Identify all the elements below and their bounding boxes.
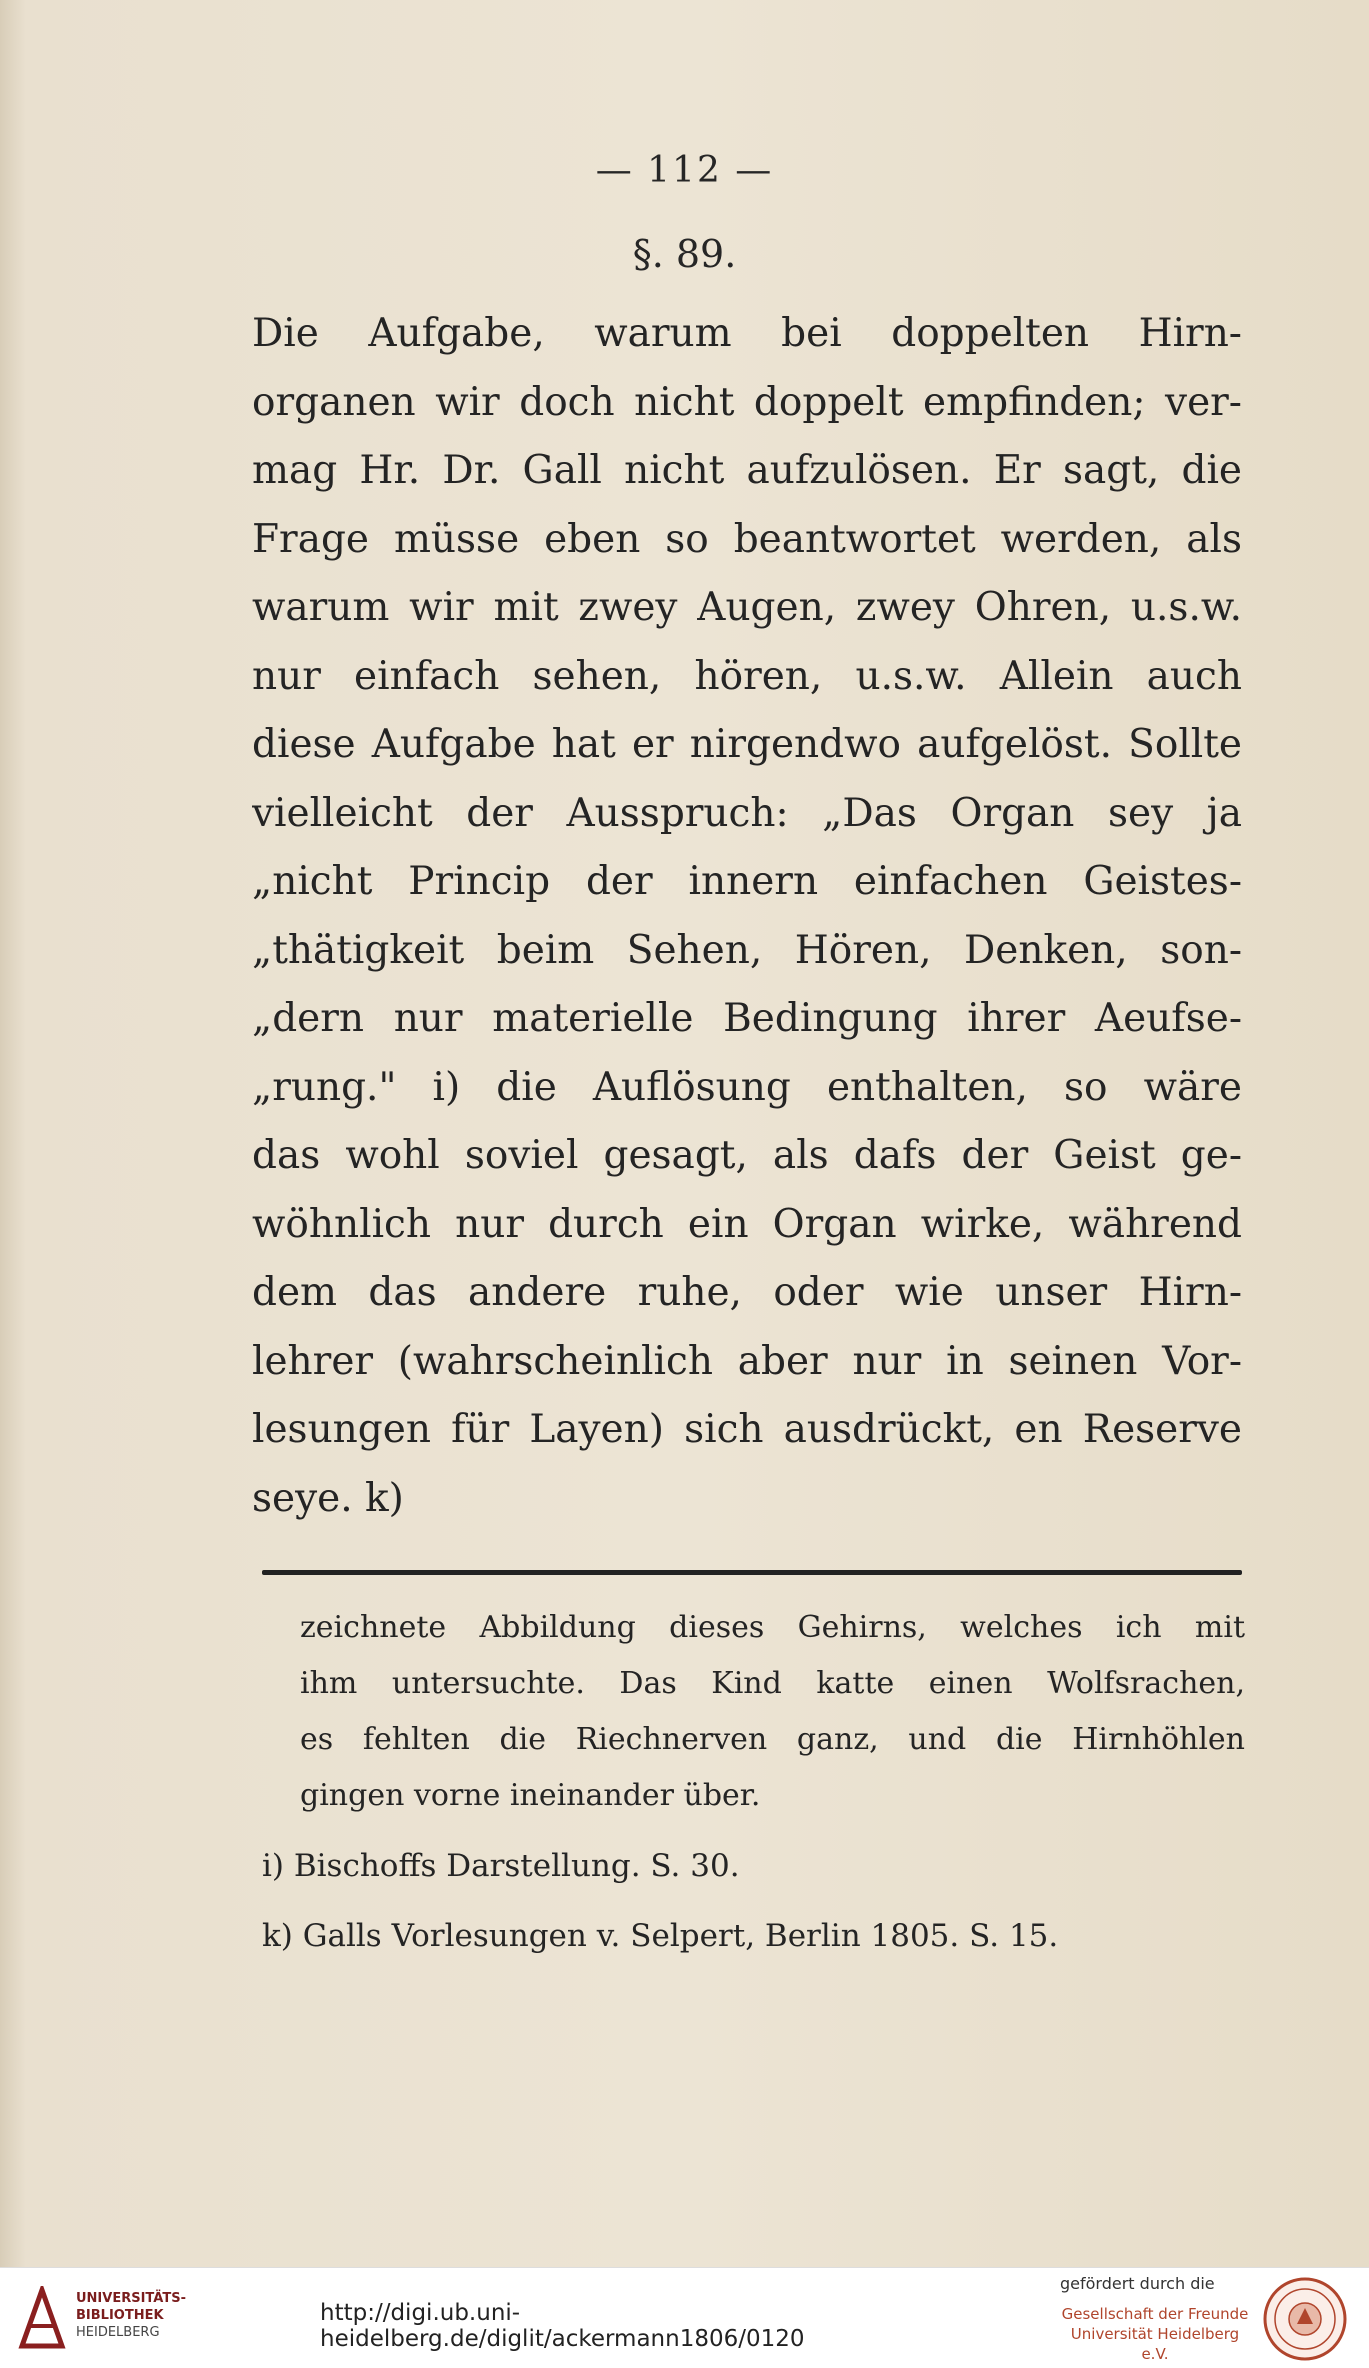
text-line: lehrer (wahrscheinlich aber nur in seinen Vor- — [252, 1338, 1242, 1384]
text-line: „rung." i) die Auflösung enthalten, so wäre — [252, 1064, 1242, 1110]
page-number: — 112 — — [595, 150, 774, 191]
footnote-line: zeichnete Abbildung dieses Gehirns, welches ich mit — [300, 1610, 1245, 1645]
footnote-continuation — [300, 1600, 1245, 1824]
footnote-line: ihm untersuchte. Das Kind katte einen Wolfsrachen, — [300, 1666, 1245, 1701]
text-line: wöhnlich nur durch ein Organ wirke, während — [252, 1201, 1242, 1247]
university-seal-icon — [1262, 2276, 1348, 2362]
section-heading: §. 89. — [632, 232, 737, 276]
society-name-line: Gesellschaft der Freunde — [1061, 2305, 1249, 2323]
permalink-link[interactable]: http://digi.ub.uni-heidelberg.de/diglit/ackermann1806/0120 — [320, 2300, 805, 2352]
footer-bar — [0, 2267, 1369, 2368]
footnote-divider — [262, 1570, 1242, 1575]
text-line: lesungen für Layen) sich ausdrückt, en Reserve — [252, 1407, 1242, 1452]
text-line: warum wir mit zwey Augen, zwey Ohren, u.s.w. — [252, 585, 1242, 630]
body-text — [252, 300, 1242, 1533]
footnote-k: k) Galls Vorlesungen v. Selpert, Berlin 1805. S. 15. — [262, 1918, 1059, 1954]
text-line: „nicht Princip der innern einfachen Geistes- — [252, 859, 1242, 904]
footnote-i: i) Bischoffs Darstellung. S. 30. — [262, 1848, 740, 1884]
text-line: diese Aufgabe hat er nirgendwo aufgelöst. Sollte — [252, 722, 1242, 767]
library-name — [76, 2290, 236, 2341]
footnote-line: es fehlten die Riechnerven ganz, und die Hirnhöhlen — [300, 1722, 1245, 1757]
text-line: dem das andere ruhe, oder wie unser Hirn- — [252, 1270, 1242, 1315]
society-name — [1060, 2304, 1250, 2364]
library-name-line: HEIDELBERG — [76, 2325, 160, 2340]
sponsor-label: gefördert durch die — [1060, 2274, 1215, 2293]
society-name-line: Universität Heidelberg e.V. — [1070, 2325, 1240, 2363]
footnote-line: gingen vorne ineinander über. — [300, 1778, 761, 1813]
text-line: „dern nur materielle Bedingung ihrer Aeufse- — [252, 996, 1242, 1041]
text-line: Frage müsse eben so beantwortet werden, als — [252, 516, 1242, 562]
text-line: mag Hr. Dr. Gall nicht aufzulösen. Er sagt, die — [252, 448, 1242, 493]
text-line: das wohl soviel gesagt, als dafs der Geist ge- — [252, 1133, 1242, 1178]
library-name-line: UNIVERSITÄTS- — [76, 2291, 186, 2306]
text-line: seye. k) — [252, 1475, 404, 1521]
text-line: „thätigkeit beim Sehen, Hören, Denken, son- — [252, 927, 1242, 973]
library-name-line: BIBLIOTHEK — [76, 2308, 164, 2323]
library-logo-icon — [16, 2286, 68, 2350]
text-line: nur einfach sehen, hören, u.s.w. Allein auch — [252, 653, 1242, 699]
text-line: organen wir doch nicht doppelt empfinden; ver- — [252, 379, 1242, 425]
text-line: vielleicht der Ausspruch: „Das Organ sey ja — [252, 790, 1242, 836]
text-line: Die Aufgabe, warum bei doppelten Hirn- — [252, 311, 1242, 356]
